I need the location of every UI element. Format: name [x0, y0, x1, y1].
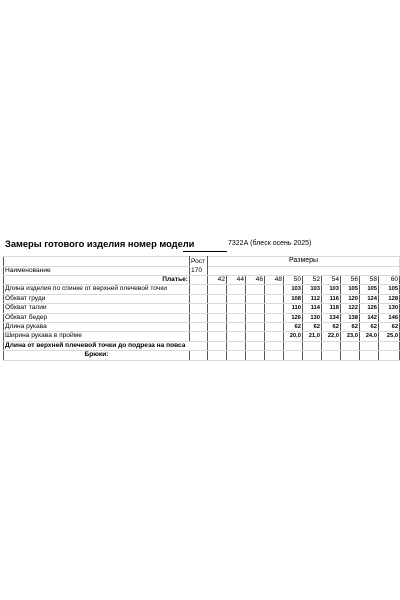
measurement-cell	[265, 285, 284, 294]
size-header: 56	[341, 276, 360, 285]
row-label: Длина изделия по спинке от верхней плечевой точки	[4, 285, 190, 294]
measurement-cell: 105	[341, 285, 360, 294]
section-skirt-row	[4, 351, 400, 360]
measurement-cell: 146	[379, 313, 400, 322]
measurement-cell: 110	[284, 304, 303, 313]
measurement-cell	[246, 304, 265, 313]
measurement-cell	[265, 313, 284, 322]
size-header-row	[4, 276, 400, 285]
waist-length-label: Длина от верхней плечевой точки до подреза на повса	[4, 341, 208, 350]
row-label: Длина рукава	[4, 323, 190, 332]
table-row	[4, 313, 400, 322]
measurement-cell: 62	[360, 323, 379, 332]
measurement-cell: 62	[379, 323, 400, 332]
measurement-cell	[208, 313, 227, 322]
measurement-cell: 118	[322, 304, 341, 313]
sheet-title: Замеры готового изделия номер модели	[5, 239, 195, 249]
measurement-cell: 62	[341, 323, 360, 332]
table-row	[4, 285, 400, 294]
measurement-cell: 130	[379, 304, 400, 313]
title-row	[3, 236, 400, 257]
size-header: 44	[227, 276, 246, 285]
measurement-cell: 103	[284, 285, 303, 294]
height-cell	[190, 257, 208, 276]
measurement-cell	[208, 304, 227, 313]
row-label: Ширина рукава в пройме	[4, 332, 190, 341]
measurement-cell	[246, 323, 265, 332]
measurements-table	[3, 256, 400, 361]
measurement-cell: 62	[303, 323, 322, 332]
measurement-cell: 20,0	[284, 332, 303, 341]
table-row	[4, 323, 400, 332]
measurement-cell	[208, 285, 227, 294]
measurement-cell: 142	[360, 313, 379, 322]
row-label: Обхват груди	[4, 294, 190, 303]
section-skirt-label: Брюки:	[4, 351, 190, 360]
measurement-cell: 105	[360, 285, 379, 294]
measurement-cell: 130	[303, 313, 322, 322]
measurement-cell	[208, 332, 227, 341]
measurement-cell	[227, 304, 246, 313]
measurement-cell	[227, 323, 246, 332]
measurement-cell	[265, 323, 284, 332]
measurement-cell: 21,0	[303, 332, 322, 341]
measurement-cell: 103	[303, 285, 322, 294]
measurement-cell: 134	[322, 313, 341, 322]
measurement-cell: 105	[379, 285, 400, 294]
measurement-cell	[208, 323, 227, 332]
measurement-cell: 62	[284, 323, 303, 332]
measurement-cell: 114	[303, 304, 322, 313]
row-label: Обхват бедер	[4, 313, 190, 322]
size-header: 48	[265, 276, 284, 285]
height-label: Рост	[191, 258, 206, 265]
measurement-cell: 23,0	[341, 332, 360, 341]
measurement-cell: 120	[341, 294, 360, 303]
size-header: 60	[379, 276, 400, 285]
name-header: Наименование	[4, 266, 190, 276]
measurement-cell	[208, 294, 227, 303]
table-row	[4, 332, 400, 341]
measurement-cell	[246, 285, 265, 294]
measurements-sheet	[3, 236, 400, 371]
measurement-cell: 124	[360, 294, 379, 303]
row-label: Обхват талии	[4, 304, 190, 313]
measurement-cell: 138	[341, 313, 360, 322]
measurement-cell: 103	[322, 285, 341, 294]
size-header: 52	[303, 276, 322, 285]
measurement-cell: 108	[284, 294, 303, 303]
measurement-cell	[227, 332, 246, 341]
height-value: 170	[191, 267, 203, 274]
sizes-label: Размеры	[208, 257, 400, 267]
measurement-cell	[227, 313, 246, 322]
table-row	[4, 304, 400, 313]
measurement-cell: 22,0	[322, 332, 341, 341]
measurement-cell: 116	[322, 294, 341, 303]
section-dress-label: Платье:	[4, 276, 190, 285]
size-header: 54	[322, 276, 341, 285]
measurement-cell	[227, 285, 246, 294]
header-row-1	[4, 257, 400, 267]
size-header: 50	[284, 276, 303, 285]
measurement-cell	[246, 313, 265, 322]
measurement-cell: 112	[303, 294, 322, 303]
size-header: 42	[208, 276, 227, 285]
measurement-cell	[246, 294, 265, 303]
measurement-cell: 126	[360, 304, 379, 313]
measurement-cell: 122	[341, 304, 360, 313]
measurement-cell: 62	[322, 323, 341, 332]
measurement-cell: 126	[284, 313, 303, 322]
size-header: 46	[246, 276, 265, 285]
measurement-cell	[265, 294, 284, 303]
title-underline	[183, 251, 227, 252]
measurement-cell	[265, 304, 284, 313]
measurement-cell	[227, 294, 246, 303]
measurement-cell: 24,0	[360, 332, 379, 341]
measurement-cell: 128	[379, 294, 400, 303]
waist-length-row	[4, 341, 400, 350]
measurement-cell	[265, 332, 284, 341]
measurement-cell	[246, 332, 265, 341]
size-header: 58	[360, 276, 379, 285]
model-number: 7322А (блеск осень 2025)	[228, 240, 312, 247]
table-row	[4, 294, 400, 303]
measurement-cell: 25,0	[379, 332, 400, 341]
